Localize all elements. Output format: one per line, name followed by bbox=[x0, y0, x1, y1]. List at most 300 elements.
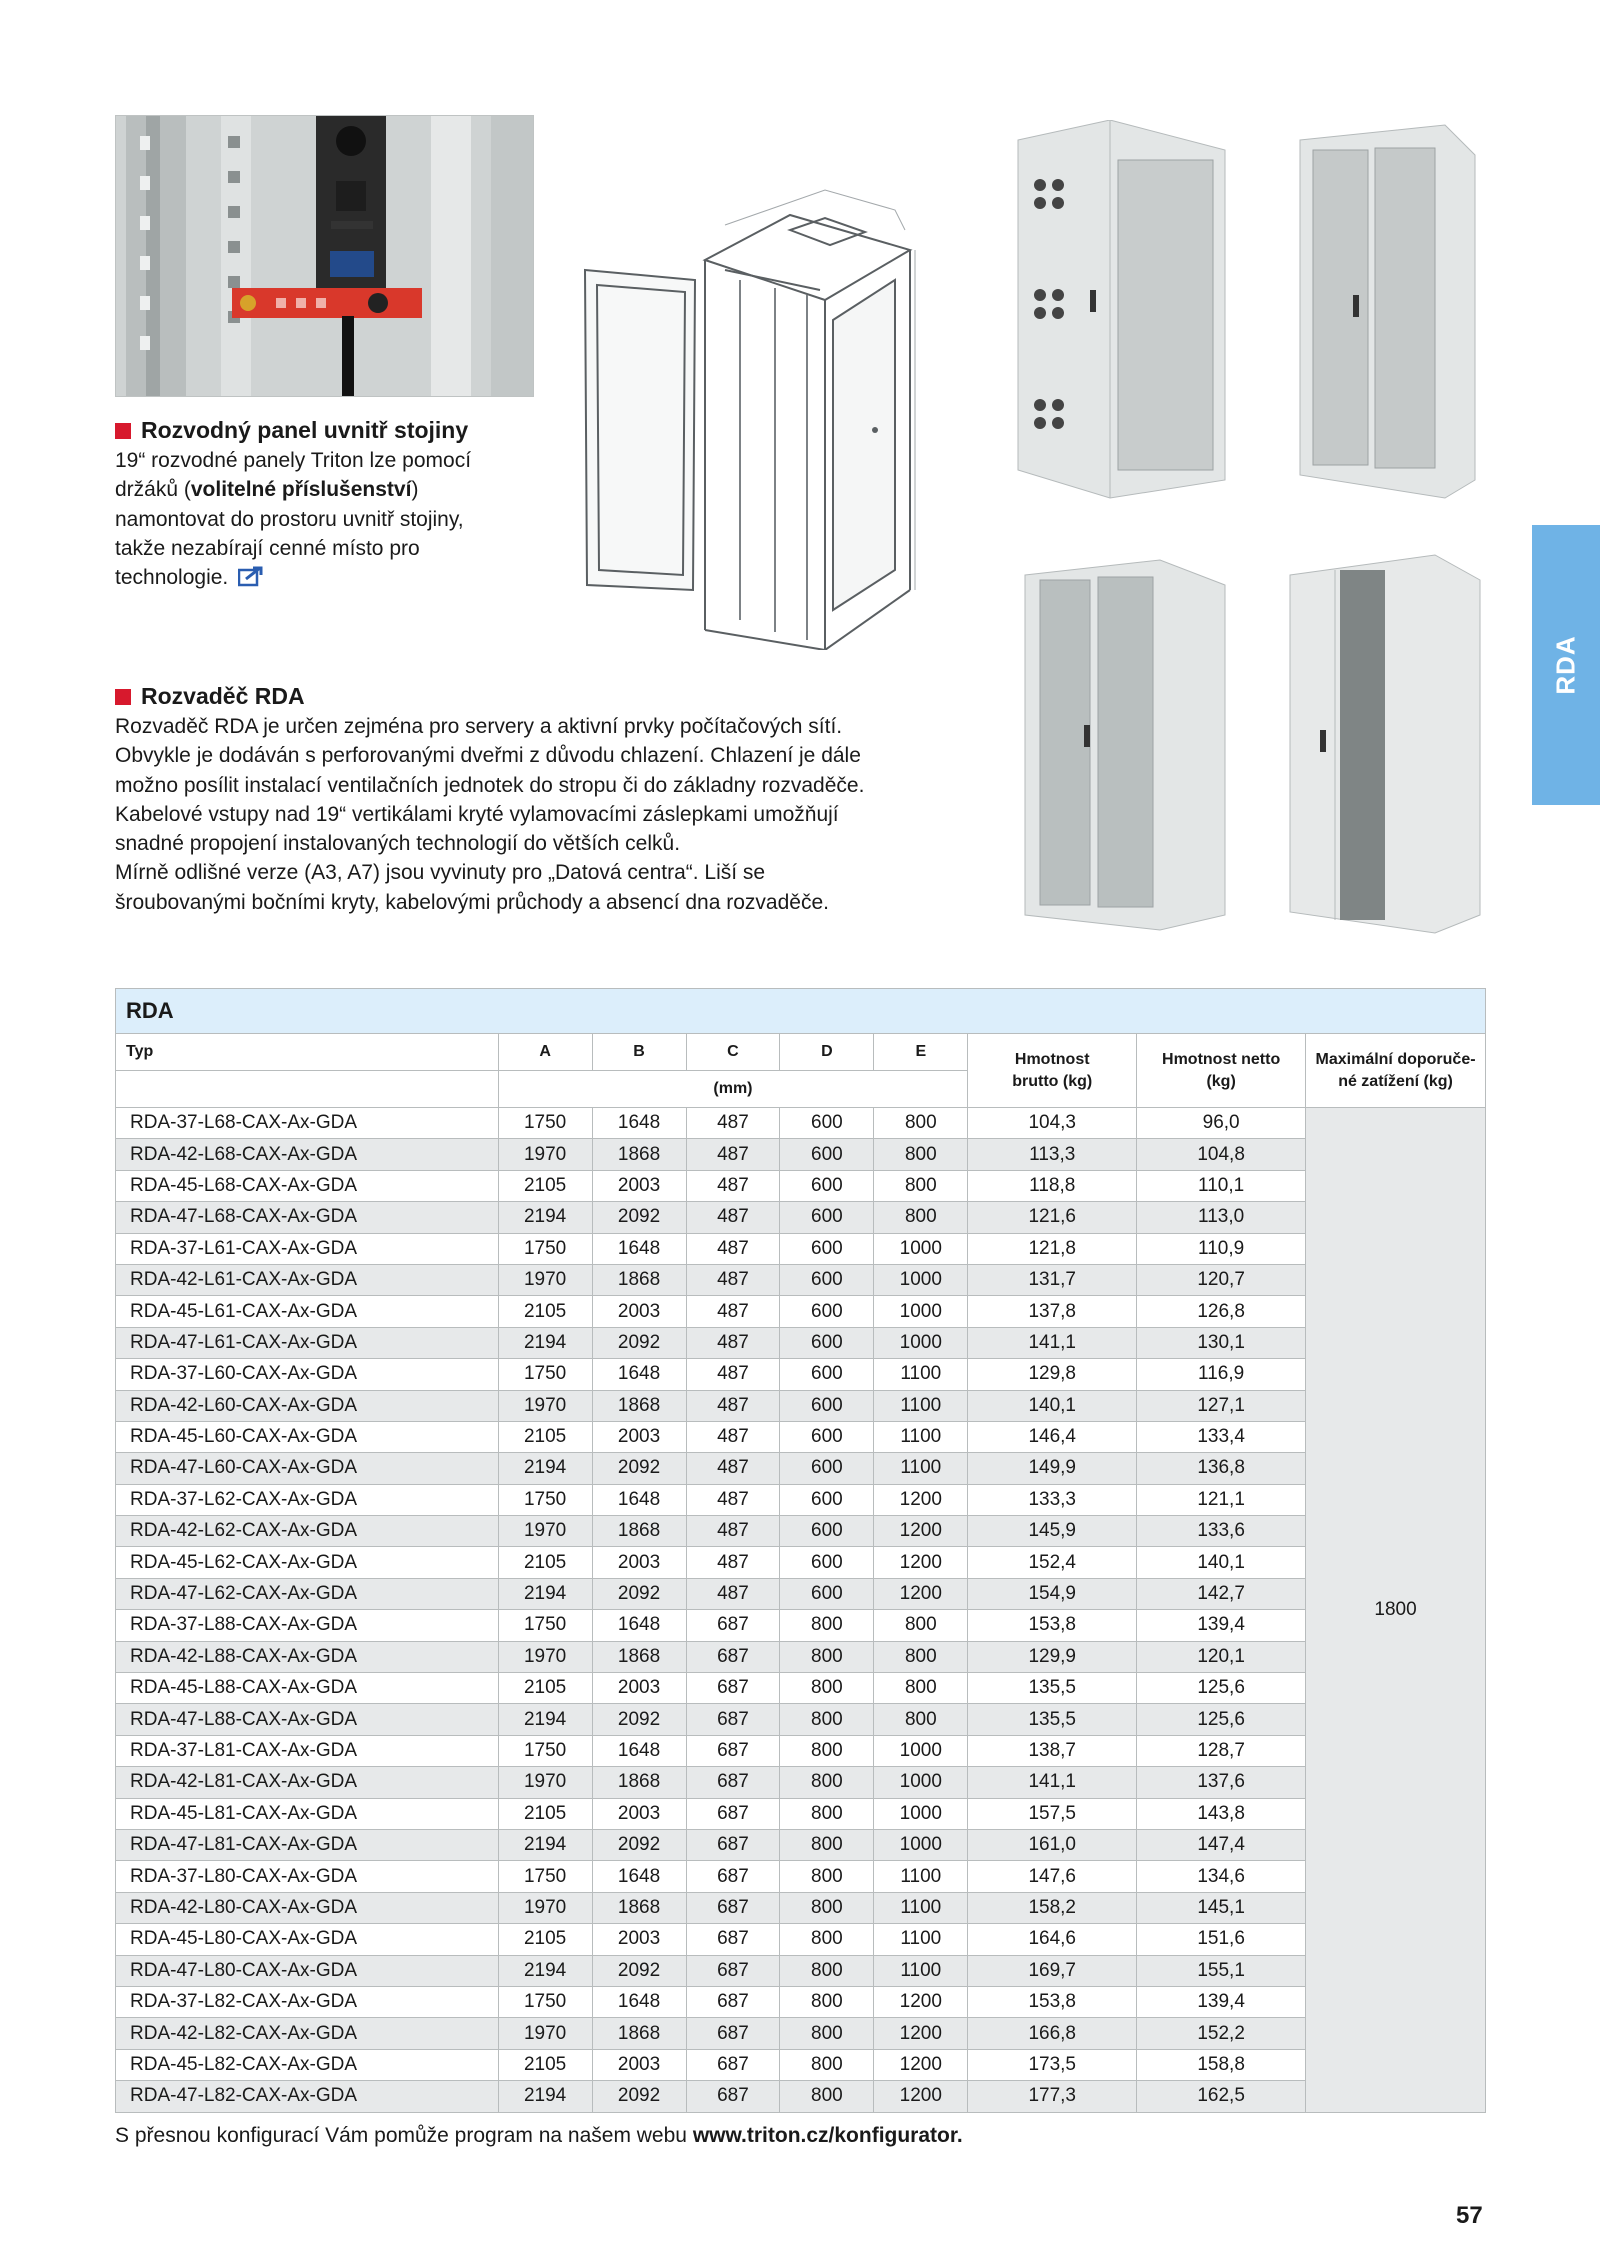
cell-b: 1868 bbox=[592, 1264, 686, 1295]
cell-e: 800 bbox=[874, 1170, 968, 1201]
cell-brutto: 154,9 bbox=[968, 1578, 1137, 1609]
cell-d: 800 bbox=[780, 2081, 874, 2112]
cell-brutto: 121,6 bbox=[968, 1202, 1137, 1233]
cell-d: 800 bbox=[780, 2049, 874, 2080]
table-row bbox=[116, 1547, 1486, 1578]
cell-b: 2092 bbox=[592, 1955, 686, 1986]
cell-b: 1868 bbox=[592, 1641, 686, 1672]
cell-b: 1868 bbox=[592, 1390, 686, 1421]
cell-c: 687 bbox=[686, 2049, 780, 2080]
table-row bbox=[116, 1673, 1486, 1704]
cell-e: 800 bbox=[874, 1673, 968, 1704]
cell-e: 1000 bbox=[874, 1767, 968, 1798]
cell-brutto: 152,4 bbox=[968, 1547, 1137, 1578]
cell-b: 1648 bbox=[592, 1484, 686, 1515]
cell-a: 2105 bbox=[498, 2049, 592, 2080]
cell-e: 1000 bbox=[874, 1233, 968, 1264]
cell-b: 2003 bbox=[592, 1547, 686, 1578]
cell-netto: 142,7 bbox=[1137, 1578, 1306, 1609]
table-row bbox=[116, 1202, 1486, 1233]
table-row bbox=[116, 1955, 1486, 1986]
cell-b: 2003 bbox=[592, 1170, 686, 1201]
cell-b: 2092 bbox=[592, 1327, 686, 1358]
cell-c: 487 bbox=[686, 1139, 780, 1170]
cell-typ: RDA-37-L82-CAX-Ax-GDA bbox=[116, 1986, 499, 2017]
table-row bbox=[116, 1108, 1486, 1139]
cell-typ: RDA-47-L82-CAX-Ax-GDA bbox=[116, 2081, 499, 2112]
table-row bbox=[116, 1798, 1486, 1829]
cell-c: 487 bbox=[686, 1421, 780, 1452]
cell-typ: RDA-45-L82-CAX-Ax-GDA bbox=[116, 2049, 499, 2080]
cell-d: 600 bbox=[780, 1233, 874, 1264]
cell-typ: RDA-45-L60-CAX-Ax-GDA bbox=[116, 1421, 499, 1452]
cell-netto: 140,1 bbox=[1137, 1547, 1306, 1578]
cell-typ: RDA-37-L81-CAX-Ax-GDA bbox=[116, 1735, 499, 1766]
cell-c: 687 bbox=[686, 1986, 780, 2017]
rack-photo-perforated-doors bbox=[1295, 120, 1480, 500]
cell-netto: 125,6 bbox=[1137, 1704, 1306, 1735]
section-rda-text: Rozvaděč RDA je určen zejména pro servery a aktivní prvky počítačových sítí. Obvykle je dodáván s perforovanými dveřmi z důvodu chlazení. Chlazení je dále možno posílit instalací ventilačních jednotek do stropu či do základny rozvaděče. Kabelové vstupy nad 19“ vertikálami kryté vylamovacími záslepkami umožňují snadné propojení instalovaných technologií do větších celků. Mírně odlišné verze (A3, A7) jsou vyvinuty pro „Datová centra“. Liší se šroubovanými bočními kryty, kabelovými průchody a absencí dna rozvaděče. bbox=[115, 715, 865, 914]
cell-brutto: 131,7 bbox=[968, 1264, 1137, 1295]
cell-e: 1000 bbox=[874, 1296, 968, 1327]
cell-a: 2194 bbox=[498, 1704, 592, 1735]
cell-b: 1868 bbox=[592, 2018, 686, 2049]
cell-d: 800 bbox=[780, 1610, 874, 1641]
cell-b: 2003 bbox=[592, 2049, 686, 2080]
cell-c: 487 bbox=[686, 1202, 780, 1233]
cell-brutto: 141,1 bbox=[968, 1767, 1137, 1798]
cell-brutto: 140,1 bbox=[968, 1390, 1137, 1421]
table-row bbox=[116, 2081, 1486, 2112]
cell-typ: RDA-47-L80-CAX-Ax-GDA bbox=[116, 1955, 499, 1986]
cell-b: 1868 bbox=[592, 1767, 686, 1798]
cell-typ: RDA-47-L61-CAX-Ax-GDA bbox=[116, 1327, 499, 1358]
table-row bbox=[116, 1359, 1486, 1390]
cell-b: 2092 bbox=[592, 1829, 686, 1860]
cell-brutto: 141,1 bbox=[968, 1327, 1137, 1358]
col-header-brutto: Hmotnost brutto (kg) bbox=[968, 1034, 1137, 1108]
table-row bbox=[116, 1735, 1486, 1766]
cell-typ: RDA-37-L80-CAX-Ax-GDA bbox=[116, 1861, 499, 1892]
cell-a: 2194 bbox=[498, 1202, 592, 1233]
cell-a: 1970 bbox=[498, 1516, 592, 1547]
table-row bbox=[116, 1704, 1486, 1735]
cell-netto: 136,8 bbox=[1137, 1453, 1306, 1484]
cell-a: 1970 bbox=[498, 1641, 592, 1672]
cell-e: 1000 bbox=[874, 1829, 968, 1860]
cell-typ: RDA-47-L62-CAX-Ax-GDA bbox=[116, 1578, 499, 1609]
cell-e: 1100 bbox=[874, 1390, 968, 1421]
cell-d: 600 bbox=[780, 1139, 874, 1170]
cell-brutto: 161,0 bbox=[968, 1829, 1137, 1860]
cell-brutto: 133,3 bbox=[968, 1484, 1137, 1515]
red-square-bullet-icon bbox=[115, 423, 131, 439]
cell-d: 800 bbox=[780, 1704, 874, 1735]
table-row bbox=[116, 1327, 1486, 1358]
cell-a: 1750 bbox=[498, 1735, 592, 1766]
cell-netto: 121,1 bbox=[1137, 1484, 1306, 1515]
cell-e: 1200 bbox=[874, 1547, 968, 1578]
cell-brutto: 147,6 bbox=[968, 1861, 1137, 1892]
table-row bbox=[116, 1390, 1486, 1421]
cell-c: 687 bbox=[686, 2018, 780, 2049]
cell-c: 487 bbox=[686, 1296, 780, 1327]
cell-d: 800 bbox=[780, 1924, 874, 1955]
cell-c: 487 bbox=[686, 1233, 780, 1264]
col-header-e: E bbox=[874, 1034, 968, 1071]
cell-c: 687 bbox=[686, 1610, 780, 1641]
table-row bbox=[116, 1516, 1486, 1547]
cell-e: 1100 bbox=[874, 1453, 968, 1484]
cell-e: 1200 bbox=[874, 2049, 968, 2080]
cell-netto: 133,6 bbox=[1137, 1516, 1306, 1547]
col-header-a: A bbox=[498, 1034, 592, 1071]
cell-typ: RDA-42-L61-CAX-Ax-GDA bbox=[116, 1264, 499, 1295]
cell-e: 1000 bbox=[874, 1264, 968, 1295]
cell-e: 1200 bbox=[874, 1484, 968, 1515]
cell-e: 1200 bbox=[874, 1986, 968, 2017]
cell-brutto: 135,5 bbox=[968, 1704, 1137, 1735]
cell-c: 487 bbox=[686, 1170, 780, 1201]
cell-typ: RDA-47-L60-CAX-Ax-GDA bbox=[116, 1453, 499, 1484]
cell-e: 800 bbox=[874, 1108, 968, 1139]
cell-d: 800 bbox=[780, 1861, 874, 1892]
col-header-unit: (mm) bbox=[498, 1071, 968, 1108]
cell-brutto: 158,2 bbox=[968, 1892, 1137, 1923]
cell-d: 800 bbox=[780, 1767, 874, 1798]
cell-b: 1868 bbox=[592, 1516, 686, 1547]
rack-photo-solid-doors bbox=[1285, 550, 1485, 935]
cell-d: 600 bbox=[780, 1547, 874, 1578]
cell-d: 800 bbox=[780, 1892, 874, 1923]
col-header-d: D bbox=[780, 1034, 874, 1071]
cell-e: 1200 bbox=[874, 1516, 968, 1547]
table-body bbox=[116, 1108, 1486, 2113]
cell-d: 600 bbox=[780, 1516, 874, 1547]
cell-brutto: 129,8 bbox=[968, 1359, 1137, 1390]
cell-e: 800 bbox=[874, 1610, 968, 1641]
cell-b: 1648 bbox=[592, 1610, 686, 1641]
cell-a: 2194 bbox=[498, 1829, 592, 1860]
cell-a: 2105 bbox=[498, 1673, 592, 1704]
cell-d: 600 bbox=[780, 1359, 874, 1390]
col-header-b: B bbox=[592, 1034, 686, 1071]
cell-typ: RDA-37-L61-CAX-Ax-GDA bbox=[116, 1233, 499, 1264]
cell-a: 1750 bbox=[498, 1484, 592, 1515]
cell-e: 1200 bbox=[874, 1578, 968, 1609]
cell-c: 687 bbox=[686, 1798, 780, 1829]
cell-a: 1970 bbox=[498, 1264, 592, 1295]
table-row bbox=[116, 1170, 1486, 1201]
cell-brutto: 166,8 bbox=[968, 2018, 1137, 2049]
cell-c: 687 bbox=[686, 1892, 780, 1923]
cell-netto: 155,1 bbox=[1137, 1955, 1306, 1986]
cell-a: 2105 bbox=[498, 1421, 592, 1452]
cell-netto: 128,7 bbox=[1137, 1735, 1306, 1766]
cell-e: 800 bbox=[874, 1641, 968, 1672]
cell-b: 1648 bbox=[592, 1233, 686, 1264]
cell-b: 1648 bbox=[592, 1986, 686, 2017]
cell-netto: 120,7 bbox=[1137, 1264, 1306, 1295]
cell-e: 1200 bbox=[874, 2018, 968, 2049]
cell-b: 2092 bbox=[592, 1578, 686, 1609]
table-row bbox=[116, 1453, 1486, 1484]
table-row bbox=[116, 1484, 1486, 1515]
cell-c: 487 bbox=[686, 1453, 780, 1484]
cell-c: 487 bbox=[686, 1264, 780, 1295]
cell-d: 800 bbox=[780, 1673, 874, 1704]
cell-e: 1100 bbox=[874, 1955, 968, 1986]
cell-a: 1750 bbox=[498, 1610, 592, 1641]
cell-typ: RDA-42-L68-CAX-Ax-GDA bbox=[116, 1139, 499, 1170]
cell-e: 1100 bbox=[874, 1359, 968, 1390]
cell-netto: 158,8 bbox=[1137, 2049, 1306, 2080]
section-distribution-panel-text: 19“ rozvodné panely Triton lze pomocí držáků (volitelné příslušenství) namontovat do prostoru uvnitř stojiny, takže nezabírají cenné místo pro technologie. bbox=[115, 449, 472, 590]
cell-typ: RDA-37-L60-CAX-Ax-GDA bbox=[116, 1359, 499, 1390]
cell-netto: 133,4 bbox=[1137, 1421, 1306, 1452]
cell-netto: 145,1 bbox=[1137, 1892, 1306, 1923]
rack-line-drawing bbox=[575, 170, 975, 650]
cell-a: 2105 bbox=[498, 1798, 592, 1829]
cell-brutto: 153,8 bbox=[968, 1986, 1137, 2017]
cell-e: 1000 bbox=[874, 1735, 968, 1766]
page-number: 57 bbox=[1456, 2202, 1483, 2229]
cell-b: 2092 bbox=[592, 1453, 686, 1484]
cell-b: 1648 bbox=[592, 1359, 686, 1390]
col-header-c: C bbox=[686, 1034, 780, 1071]
cell-a: 1970 bbox=[498, 2018, 592, 2049]
cell-e: 1100 bbox=[874, 1892, 968, 1923]
cell-a: 1750 bbox=[498, 1233, 592, 1264]
cell-typ: RDA-47-L68-CAX-Ax-GDA bbox=[116, 1202, 499, 1233]
cell-e: 800 bbox=[874, 1202, 968, 1233]
external-link-icon[interactable] bbox=[238, 565, 264, 587]
cell-a: 1750 bbox=[498, 1861, 592, 1892]
cell-c: 487 bbox=[686, 1390, 780, 1421]
cell-c: 687 bbox=[686, 1924, 780, 1955]
cell-a: 1970 bbox=[498, 1139, 592, 1170]
rack-photo-glass-doors bbox=[1020, 555, 1230, 935]
cell-b: 1648 bbox=[592, 1108, 686, 1139]
configurator-link[interactable]: www.triton.cz/konfigurator. bbox=[692, 2124, 963, 2147]
cell-brutto: 137,8 bbox=[968, 1296, 1137, 1327]
table-row bbox=[116, 2018, 1486, 2049]
cell-netto: 126,8 bbox=[1137, 1296, 1306, 1327]
cell-e: 1000 bbox=[874, 1798, 968, 1829]
cell-d: 800 bbox=[780, 2018, 874, 2049]
cell-b: 2092 bbox=[592, 1704, 686, 1735]
cell-brutto: 169,7 bbox=[968, 1955, 1137, 1986]
cell-c: 687 bbox=[686, 1673, 780, 1704]
cell-netto: 139,4 bbox=[1137, 1610, 1306, 1641]
cell-d: 600 bbox=[780, 1453, 874, 1484]
cell-b: 2003 bbox=[592, 1798, 686, 1829]
cell-brutto: 146,4 bbox=[968, 1421, 1137, 1452]
col-header-netto: Hmotnost netto (kg) bbox=[1137, 1034, 1306, 1108]
cell-netto: 116,9 bbox=[1137, 1359, 1306, 1390]
cell-b: 2003 bbox=[592, 1421, 686, 1452]
cell-c: 687 bbox=[686, 1829, 780, 1860]
cell-b: 2003 bbox=[592, 1296, 686, 1327]
cell-a: 2105 bbox=[498, 1296, 592, 1327]
cell-typ: RDA-42-L80-CAX-Ax-GDA bbox=[116, 1892, 499, 1923]
cell-max-load: 1800 bbox=[1306, 1108, 1486, 2113]
cell-typ: RDA-42-L62-CAX-Ax-GDA bbox=[116, 1516, 499, 1547]
cell-brutto: 113,3 bbox=[968, 1139, 1137, 1170]
cell-netto: 143,8 bbox=[1137, 1798, 1306, 1829]
cell-typ: RDA-42-L81-CAX-Ax-GDA bbox=[116, 1767, 499, 1798]
cell-brutto: 177,3 bbox=[968, 2081, 1137, 2112]
cell-typ: RDA-45-L68-CAX-Ax-GDA bbox=[116, 1170, 499, 1201]
table-row bbox=[116, 1641, 1486, 1672]
cell-a: 2194 bbox=[498, 2081, 592, 2112]
red-square-bullet-icon bbox=[115, 689, 131, 705]
cell-a: 2194 bbox=[498, 1578, 592, 1609]
table-row bbox=[116, 1861, 1486, 1892]
col-header-typ: Typ bbox=[116, 1034, 499, 1071]
cell-a: 1970 bbox=[498, 1390, 592, 1421]
cell-brutto: 121,8 bbox=[968, 1233, 1137, 1264]
table-row bbox=[116, 2049, 1486, 2080]
cell-netto: 137,6 bbox=[1137, 1767, 1306, 1798]
table-caption: RDA bbox=[116, 989, 1486, 1034]
cell-b: 2092 bbox=[592, 2081, 686, 2112]
cell-brutto: 153,8 bbox=[968, 1610, 1137, 1641]
cell-a: 1970 bbox=[498, 1767, 592, 1798]
cell-netto: 120,1 bbox=[1137, 1641, 1306, 1672]
cell-brutto: 118,8 bbox=[968, 1170, 1137, 1201]
cell-d: 800 bbox=[780, 1735, 874, 1766]
cell-a: 1970 bbox=[498, 1892, 592, 1923]
cell-d: 600 bbox=[780, 1578, 874, 1609]
cell-a: 1750 bbox=[498, 1359, 592, 1390]
cell-brutto: 129,9 bbox=[968, 1641, 1137, 1672]
cell-b: 1868 bbox=[592, 1139, 686, 1170]
table-row bbox=[116, 1421, 1486, 1452]
table-row bbox=[116, 1578, 1486, 1609]
cell-c: 687 bbox=[686, 1704, 780, 1735]
cell-c: 487 bbox=[686, 1327, 780, 1358]
cell-netto: 104,8 bbox=[1137, 1139, 1306, 1170]
cell-c: 687 bbox=[686, 1735, 780, 1766]
cell-netto: 113,0 bbox=[1137, 1202, 1306, 1233]
cell-a: 2105 bbox=[498, 1547, 592, 1578]
cell-b: 2003 bbox=[592, 1673, 686, 1704]
cell-e: 1100 bbox=[874, 1421, 968, 1452]
table-row bbox=[116, 1233, 1486, 1264]
cell-d: 600 bbox=[780, 1484, 874, 1515]
cell-e: 1100 bbox=[874, 1924, 968, 1955]
cell-c: 487 bbox=[686, 1359, 780, 1390]
cell-netto: 130,1 bbox=[1137, 1327, 1306, 1358]
cell-netto: 162,5 bbox=[1137, 2081, 1306, 2112]
cell-d: 600 bbox=[780, 1327, 874, 1358]
cell-c: 687 bbox=[686, 2081, 780, 2112]
cell-c: 487 bbox=[686, 1547, 780, 1578]
cell-a: 1750 bbox=[498, 1986, 592, 2017]
cell-netto: 139,4 bbox=[1137, 1986, 1306, 2017]
cell-brutto: 104,3 bbox=[968, 1108, 1137, 1139]
cell-typ: RDA-47-L81-CAX-Ax-GDA bbox=[116, 1829, 499, 1860]
distribution-panel-illustration bbox=[116, 116, 533, 396]
cell-typ: RDA-37-L68-CAX-Ax-GDA bbox=[116, 1108, 499, 1139]
cell-typ: RDA-47-L88-CAX-Ax-GDA bbox=[116, 1704, 499, 1735]
cell-d: 800 bbox=[780, 1955, 874, 1986]
rack-photo-perforated-fans bbox=[1010, 120, 1230, 500]
cell-netto: 125,6 bbox=[1137, 1673, 1306, 1704]
cell-e: 800 bbox=[874, 1139, 968, 1170]
cell-netto: 152,2 bbox=[1137, 2018, 1306, 2049]
cell-typ: RDA-45-L62-CAX-Ax-GDA bbox=[116, 1547, 499, 1578]
cell-d: 800 bbox=[780, 1641, 874, 1672]
table-row bbox=[116, 1296, 1486, 1327]
cell-d: 600 bbox=[780, 1296, 874, 1327]
cell-b: 1868 bbox=[592, 1892, 686, 1923]
cell-e: 1000 bbox=[874, 1327, 968, 1358]
cell-netto: 147,4 bbox=[1137, 1829, 1306, 1860]
cell-a: 1750 bbox=[498, 1108, 592, 1139]
cell-brutto: 157,5 bbox=[968, 1798, 1137, 1829]
table-row bbox=[116, 1610, 1486, 1641]
cell-netto: 96,0 bbox=[1137, 1108, 1306, 1139]
cell-d: 600 bbox=[780, 1108, 874, 1139]
table-row bbox=[116, 1264, 1486, 1295]
cell-typ: RDA-37-L88-CAX-Ax-GDA bbox=[116, 1610, 499, 1641]
cell-d: 600 bbox=[780, 1202, 874, 1233]
cell-d: 800 bbox=[780, 1829, 874, 1860]
table-row bbox=[116, 1986, 1486, 2017]
cell-typ: RDA-42-L60-CAX-Ax-GDA bbox=[116, 1390, 499, 1421]
cell-c: 687 bbox=[686, 1767, 780, 1798]
cell-netto: 110,1 bbox=[1137, 1170, 1306, 1201]
cell-c: 687 bbox=[686, 1641, 780, 1672]
cell-c: 687 bbox=[686, 1861, 780, 1892]
cell-typ: RDA-45-L81-CAX-Ax-GDA bbox=[116, 1798, 499, 1829]
footer-note: S přesnou konfigurací Vám pomůže program na našem webu www.triton.cz/konfigurator. bbox=[115, 2124, 963, 2147]
cell-a: 2194 bbox=[498, 1453, 592, 1484]
cell-c: 687 bbox=[686, 1955, 780, 1986]
section-rda-title: Rozvaděč RDA bbox=[115, 682, 305, 710]
table-row bbox=[116, 1829, 1486, 1860]
cell-brutto: 135,5 bbox=[968, 1673, 1137, 1704]
cell-brutto: 164,6 bbox=[968, 1924, 1137, 1955]
cell-d: 800 bbox=[780, 1986, 874, 2017]
cell-c: 487 bbox=[686, 1108, 780, 1139]
cell-b: 2003 bbox=[592, 1924, 686, 1955]
distribution-panel-photo bbox=[115, 115, 534, 397]
cell-brutto: 149,9 bbox=[968, 1453, 1137, 1484]
cell-a: 2194 bbox=[498, 1327, 592, 1358]
cell-c: 487 bbox=[686, 1484, 780, 1515]
cell-typ: RDA-45-L80-CAX-Ax-GDA bbox=[116, 1924, 499, 1955]
cell-netto: 110,9 bbox=[1137, 1233, 1306, 1264]
cell-brutto: 145,9 bbox=[968, 1516, 1137, 1547]
cell-e: 1100 bbox=[874, 1861, 968, 1892]
table-row bbox=[116, 1767, 1486, 1798]
cell-d: 600 bbox=[780, 1390, 874, 1421]
cell-b: 2092 bbox=[592, 1202, 686, 1233]
table-row bbox=[116, 1924, 1486, 1955]
cell-c: 487 bbox=[686, 1578, 780, 1609]
cell-brutto: 138,7 bbox=[968, 1735, 1137, 1766]
cell-netto: 134,6 bbox=[1137, 1861, 1306, 1892]
cell-d: 600 bbox=[780, 1421, 874, 1452]
cell-brutto: 173,5 bbox=[968, 2049, 1137, 2080]
table-row bbox=[116, 1139, 1486, 1170]
side-tab-rda[interactable]: RDA bbox=[1532, 525, 1600, 805]
cell-a: 2194 bbox=[498, 1955, 592, 1986]
cell-netto: 151,6 bbox=[1137, 1924, 1306, 1955]
